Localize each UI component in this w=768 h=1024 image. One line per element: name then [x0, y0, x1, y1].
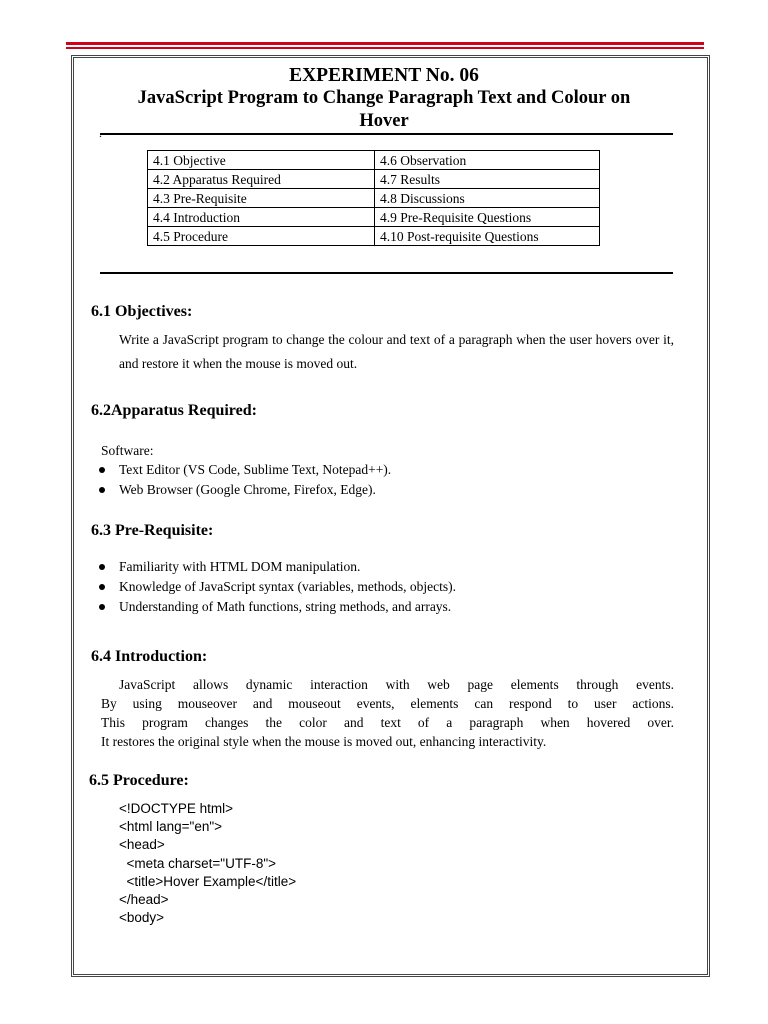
prereq-list: [99, 557, 456, 617]
list-item: Text Editor (VS Code, Sublime Text, Notepad++).: [99, 460, 391, 480]
introduction-line: JavaScript allows dynamic interaction with web page elements through events.: [119, 677, 674, 692]
procedure-heading: 6.5 Procedure:: [89, 772, 189, 789]
code-line: <head>: [119, 837, 165, 853]
contents-row: [148, 151, 600, 170]
introduction-line: By using mouseover and mouseout events, elements can respond to user actions.: [101, 696, 674, 711]
contents-table: [147, 150, 600, 246]
prereq-heading: 6.3 Pre-Requisite:: [91, 522, 214, 539]
experiment-title: EXPERIMENT No. 06: [289, 65, 479, 86]
contents-cell: 4.8 Discussions: [375, 189, 600, 208]
objectives-heading: 6.1 Objectives:: [91, 303, 193, 320]
contents-cell: 4.4 Introduction: [148, 208, 375, 227]
title-divider: [100, 133, 673, 135]
list-item: Knowledge of JavaScript syntax (variables, methods, objects).: [99, 577, 456, 597]
code-line: <title>Hover Example</title>: [119, 873, 297, 889]
list-item: Familiarity with HTML DOM manipulation.: [99, 557, 456, 577]
code-line: <meta charset="UTF-8">: [119, 855, 277, 871]
list-item: Web Browser (Google Chrome, Firefox, Edge).: [99, 480, 391, 500]
procedure-code: [119, 800, 296, 927]
apparatus-list: [99, 460, 391, 500]
contents-cell: 4.1 Objective: [148, 151, 375, 170]
subtitle-line-1: JavaScript Program to Change Paragraph Text and Colour on: [137, 88, 631, 108]
introduction-line: It restores the original style when the mouse is moved out, enhancing interactivity.: [101, 734, 547, 749]
apparatus-heading: 6.2Apparatus Required:: [91, 402, 257, 419]
introduction-heading: 6.4 Introduction:: [91, 648, 208, 665]
code-line: <!DOCTYPE html>: [119, 801, 234, 816]
contents-cell: 4.6 Observation: [375, 151, 600, 170]
apparatus-software-label: Software:: [101, 443, 154, 458]
contents-cell: 4.7 Results: [375, 170, 600, 189]
header-red-rule-thin: [66, 47, 704, 49]
experiment-subtitle: [74, 87, 694, 133]
introduction-line: This program changes the color and text of a paragraph when hovered over.: [101, 715, 674, 730]
contents-row: [148, 189, 600, 208]
code-line: <html lang="en">: [119, 819, 223, 835]
list-item: Understanding of Math functions, string methods, and arrays.: [99, 597, 456, 617]
contents-cell: 4.2 Apparatus Required: [148, 170, 375, 189]
header-red-rule: [66, 42, 704, 45]
subtitle-line-2: Hover: [359, 111, 409, 131]
code-line: </head>: [119, 892, 169, 908]
contents-cell: 4.3 Pre-Requisite: [148, 189, 375, 208]
contents-row: [148, 170, 600, 189]
contents-divider: [100, 272, 673, 274]
contents-cell: 4.10 Post-requisite Questions: [375, 227, 600, 246]
contents-row: [148, 208, 600, 227]
introduction-text: [101, 675, 674, 751]
contents-cell: 4.5 Procedure: [148, 227, 375, 246]
objectives-text: Write a JavaScript program to change the colour and text of a paragraph when the user hovers over it, and restore it when the mouse is moved out.: [119, 332, 674, 371]
contents-cell: 4.9 Pre-Requisite Questions: [375, 208, 600, 227]
contents-row: [148, 227, 600, 246]
code-line: <body>: [119, 910, 165, 926]
